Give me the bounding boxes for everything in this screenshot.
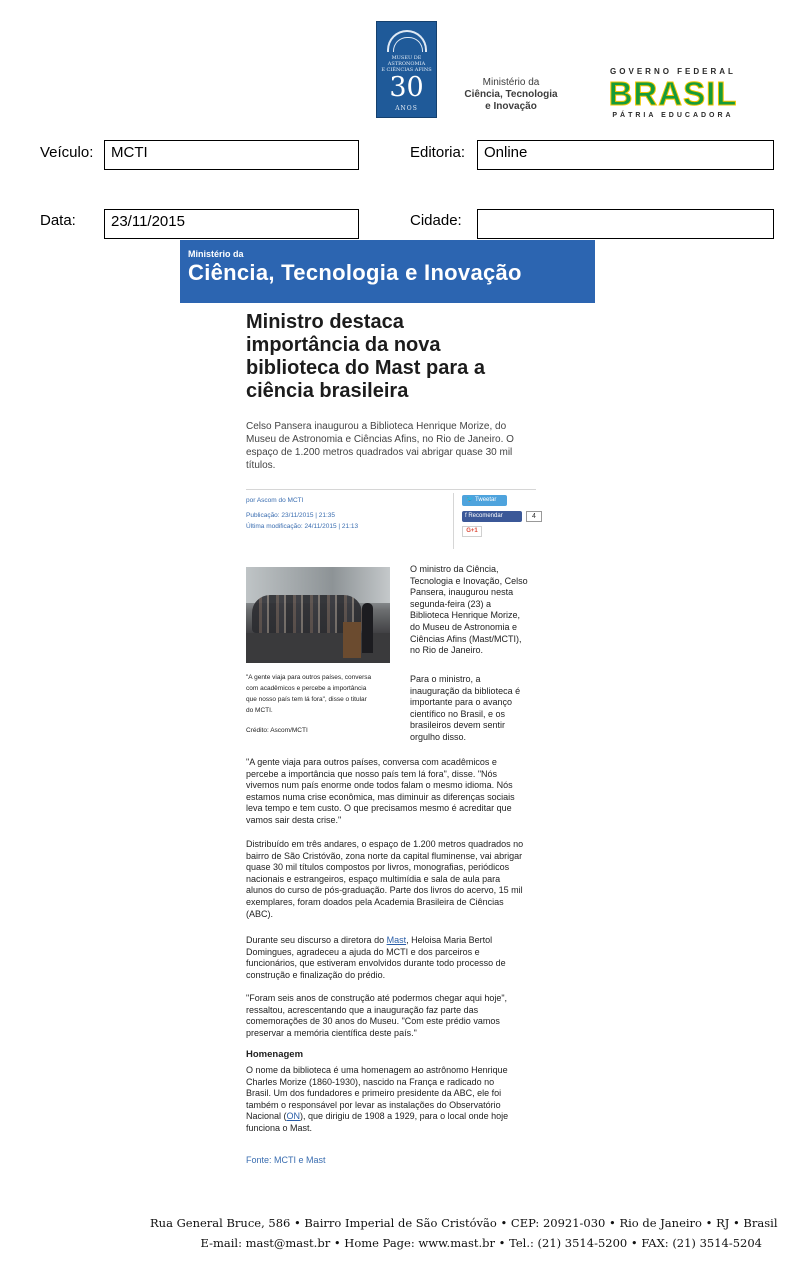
text-line: funciona o Mast. [246, 1122, 313, 1133]
paragraph-quote [246, 757, 546, 827]
mast-link[interactable]: Mast [386, 935, 407, 945]
facebook-button-label: Recomendar [468, 513, 503, 519]
facebook-recommend-button[interactable] [462, 511, 522, 522]
on-link[interactable]: ON [286, 1111, 301, 1122]
gov-logo-word: BRASIL [608, 75, 738, 112]
text-line: inauguração da biblioteca é [410, 685, 521, 696]
editoria-field[interactable]: Online [477, 140, 774, 170]
text-line: Distribuído em três andares, o espaço de 1.200 metros quadrados no [246, 839, 524, 849]
editoria-label: Editoria: [410, 144, 466, 161]
tweet-button[interactable] [462, 495, 507, 506]
text-line: funcionários, que estiveram envolvidos durante todo processo de [246, 958, 506, 969]
text-line: construção e finalização do prédio. [246, 969, 386, 980]
data-label: Data: [40, 212, 76, 229]
paragraph-intro [410, 564, 545, 657]
veiculo-label: Veículo: [40, 144, 94, 161]
caption-line: "A gente viaja para outros países, conversa [246, 674, 372, 681]
text-line: vamos sair desta crise." [246, 814, 342, 825]
text-line: preservar a memória científica deste país." [246, 1027, 417, 1038]
paragraph-homage [246, 1065, 546, 1135]
text-line: O ministro da Ciência, [410, 564, 499, 574]
gov-logo-top: GOVERNO FEDERAL [610, 67, 736, 76]
text-line: do Museu de Astronomia e [410, 621, 518, 632]
ministry-banner [180, 240, 595, 303]
text-line: Domingues, agradeceu a ajuda do MCTI e dos parceiros e [246, 946, 480, 957]
text-line: comemorações de 30 anos do Museu. "Com este prédio vamos [246, 1016, 500, 1027]
google-plus-button[interactable]: G+1 [462, 526, 482, 537]
banner-small-text: Ministério da [188, 249, 244, 259]
facebook-count: 4 [526, 511, 542, 522]
article-lead [246, 420, 546, 472]
text-line: ressaltou, acrescentando que a inauguração faz parte das [246, 1004, 479, 1015]
text-fragment: , Heloisa Maria Bertol [406, 935, 493, 945]
mast-logo-number: 30 [389, 72, 424, 103]
paragraph-minister [410, 674, 545, 744]
divider-vertical [453, 493, 454, 549]
caption-line: que nosso país tem lá fora", disse o titular [246, 696, 367, 703]
text-line: também o responsável por levar as instalações do Observatório [246, 1099, 501, 1110]
text-line: nacionais e estrangeiros, espaço multimídia e sala de aula para [246, 873, 501, 884]
text-line: quase 30 mil títulos compostos por livros, monografias, periódicos [246, 862, 510, 873]
lead-line: espaço de 1.200 metros quadrados vai abrigar quase 30 mil [246, 447, 513, 458]
headline-line: importância da nova [246, 334, 441, 356]
text-line: científico no Brasil, e os [410, 708, 506, 719]
text-line: estamos numa crise econômica, mas diminuir as diferenças sociais [246, 791, 515, 802]
lead-line: Museu de Astronomia e Ciências Afins, no Rio de Janeiro. O [246, 434, 514, 445]
photo-credit: Crédito: Ascom/MCTI [246, 727, 308, 734]
paragraph-building [246, 839, 546, 920]
divider [246, 489, 536, 490]
text-line: brasileiros devem sentir [410, 720, 506, 731]
photo-caption [246, 672, 396, 716]
caption-line: com acadêmicos e percebe a importância [246, 685, 367, 692]
text-line: "A gente viaja para outros países, conversa com acadêmicos e [246, 757, 497, 767]
paragraph-construction [246, 993, 546, 1039]
article-author[interactable]: por Ascom do MCTI [246, 497, 304, 504]
mast-logo-line3: E CIÊNCIAS AFINS [381, 67, 432, 73]
mast-30-anos-logo [376, 21, 437, 118]
governo-federal-logo [588, 67, 758, 121]
text-line: leva tempo e tem custo. O que precisamos mesmo é acreditar que [246, 803, 512, 814]
text-line [246, 1111, 546, 1123]
facebook-icon: f [465, 513, 469, 519]
modified-date: Última modificação: 24/11/2015 | 21:13 [246, 523, 359, 530]
text-line: alunos do curso de pós-graduação. Parte dos livros do acervo, 15 mil [246, 885, 523, 896]
text-line: (ABC). [246, 908, 273, 919]
ministry-logo [451, 77, 571, 113]
text-line: exemplares, foram doados pela Academia Brasileira de Ciências [246, 896, 504, 907]
text-line: Para o ministro, a [410, 674, 481, 684]
section-subhead: Homenagem [246, 1049, 304, 1060]
text-fragment: Durante seu discurso a diretora do [246, 935, 387, 945]
gov-logo-bottom: PÁTRIA EDUCADORA [612, 112, 734, 119]
published-date: Publicação: 23/11/2015 | 21:35 [246, 512, 336, 519]
text-line: Tecnologia e Inovação, Celso [410, 575, 528, 586]
text-line: segunda-feira (23) a [410, 598, 492, 609]
footer-address: Rua General Bruce, 586 • Bairro Imperial de São Cristóvão • CEP: 20921-030 • Rio de Janeiro • RJ • Brasil [150, 1216, 778, 1230]
twitter-icon: 🐦 [466, 497, 476, 503]
text-line: orgulho disso. [410, 731, 467, 742]
text-line: Charles Morize (1860-1930), nascido na França e radicado no [246, 1076, 495, 1087]
lead-line: títulos. [246, 460, 276, 471]
text-line: Ciências Afins (Mast/MCTI), [410, 633, 522, 644]
text-line: Biblioteca Henrique Morize, [410, 610, 521, 621]
cidade-label: Cidade: [410, 212, 462, 229]
text-line: percebe a importância que nosso país tem lá fora", disse. "Nós [246, 768, 498, 779]
text-line: importante para o avanço [410, 697, 513, 708]
text-line: vivemos num país enorme onde todos falam o mesmo idioma. Nós [246, 780, 513, 791]
ministry-logo-line1: Ministério da [482, 77, 540, 88]
cidade-field[interactable] [477, 209, 774, 239]
photo-speaker [362, 603, 373, 653]
ministry-logo-line2: Ciência, Tecnologia [464, 89, 558, 100]
text-fragment: Nacional ( [246, 1111, 287, 1122]
text-line: Brasil. Um dos fundadores e primeiro presidente da ABC, ele foi [246, 1088, 502, 1099]
text-line: Pansera, inaugurou nesta [410, 587, 514, 598]
text-line [246, 935, 546, 947]
text-line: no Rio de Janeiro. [410, 645, 484, 656]
text-line: O nome da biblioteca é uma homenagem ao astrônomo Henrique [246, 1065, 508, 1075]
observatory-dome-icon [387, 30, 427, 52]
caption-line: do MCTI. [246, 707, 273, 714]
article-photo [246, 567, 390, 663]
text-fragment: ), que dirigiu de 1908 a 1929, para o local onde hoje [300, 1111, 509, 1122]
data-field[interactable]: 23/11/2015 [104, 209, 359, 239]
mast-logo-line1: MUSEU DE [391, 55, 422, 61]
ministry-logo-line3: e Inovação [485, 101, 537, 112]
text-line: "Foram seis anos de construção até podermos chegar aqui hoje", [246, 993, 508, 1003]
paragraph-director [246, 935, 546, 981]
tweet-button-label: Tweetar [475, 497, 497, 503]
headline-line: biblioteca do Mast para a [246, 357, 485, 379]
article-headline [246, 311, 536, 403]
footer-contact: E-mail: mast@mast.br • Home Page: www.mast.br • Tel.: (21) 3514-5200 • FAX: (21) 3514-5204 [200, 1236, 762, 1250]
veiculo-field[interactable]: MCTI [104, 140, 359, 170]
text-line: bairro de São Cristóvão, zona norte da capital fluminense, vai abrigar [246, 850, 523, 861]
headline-line: Ministro destaca [246, 311, 404, 333]
photo-podium [343, 622, 361, 658]
mast-logo-line2: ASTRONOMIA [387, 61, 426, 67]
banner-title: Ciência, Tecnologia e Inovação [188, 260, 522, 285]
lead-line: Celso Pansera inaugurou a Biblioteca Henrique Morize, do [246, 421, 507, 432]
mast-logo-anos: ANOS [395, 105, 418, 112]
article-source[interactable]: Fonte: MCTI e Mast [246, 1155, 326, 1165]
headline-line: ciência brasileira [246, 380, 409, 402]
